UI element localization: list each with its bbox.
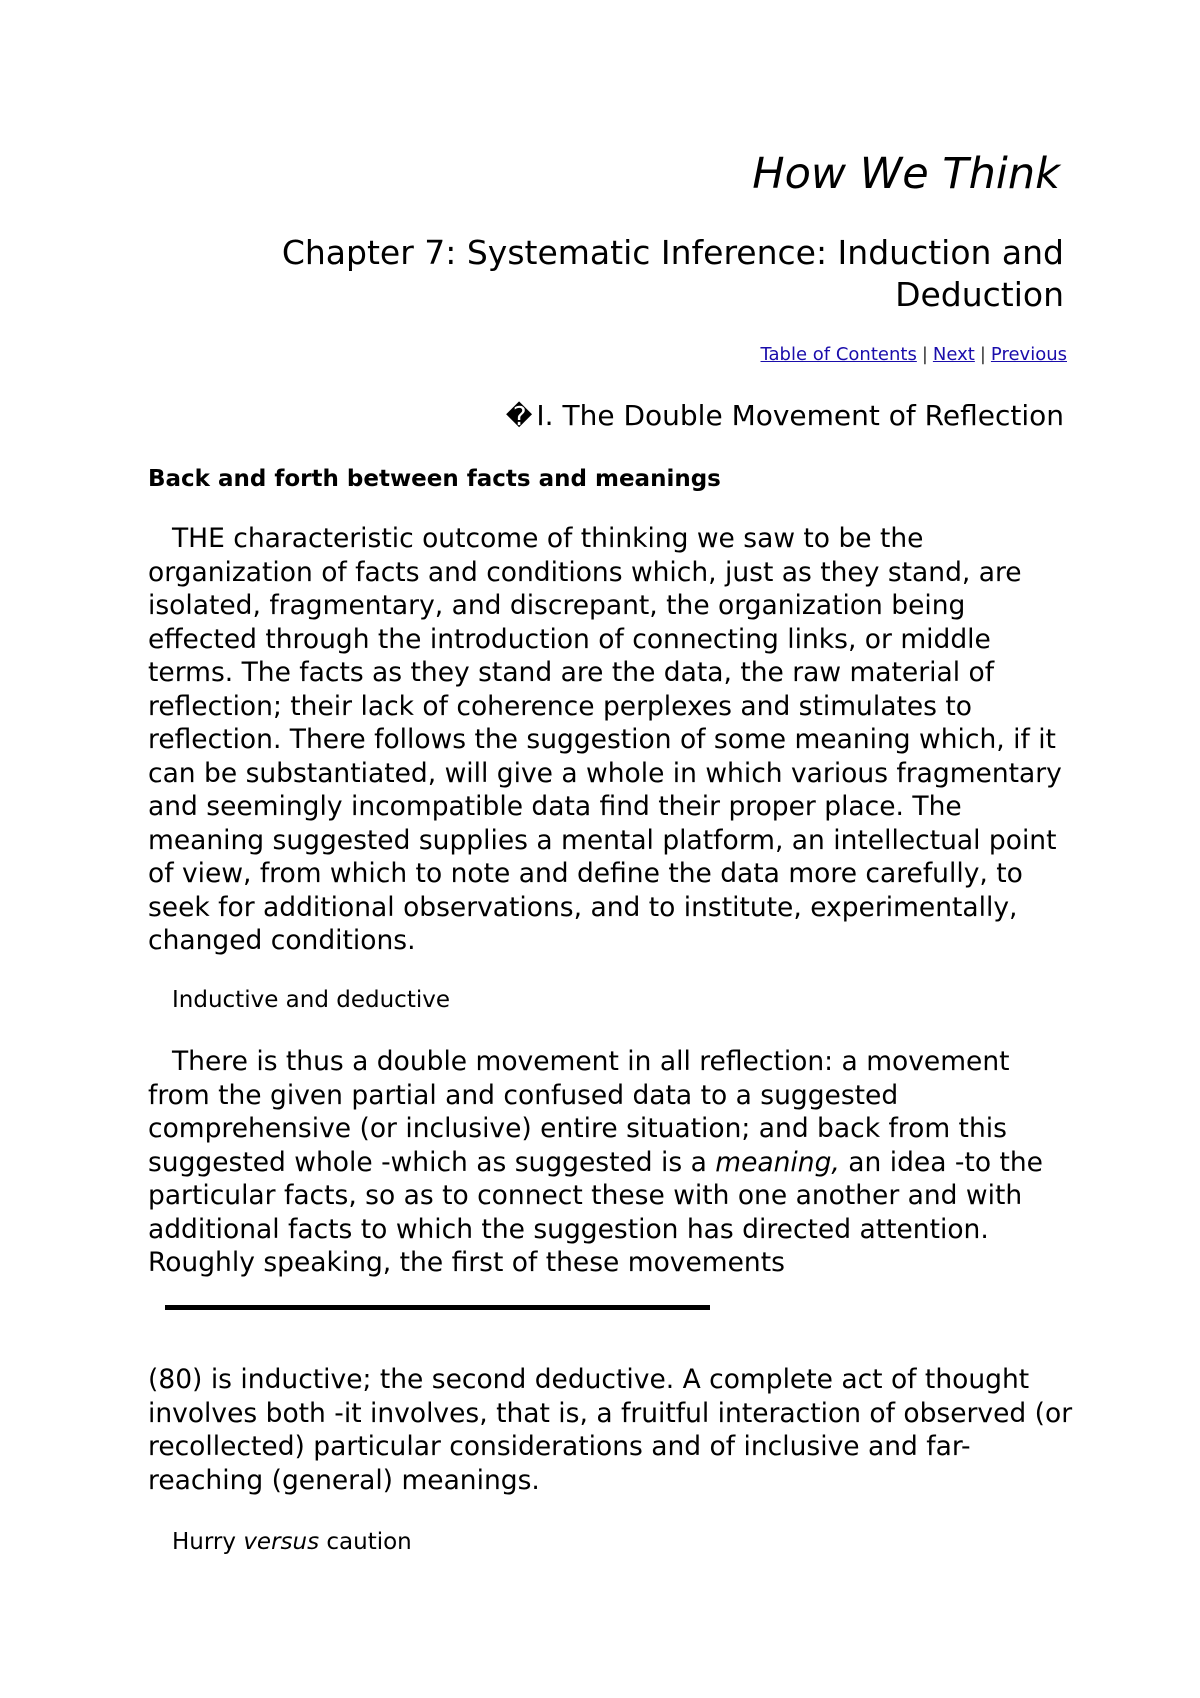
nav-separator: | [921,344,928,365]
table-of-contents-link[interactable]: Table of Contents [760,344,917,365]
paragraph-1 [148,522,1073,958]
next-link[interactable]: Next [932,344,975,365]
subheading: Back and forth between facts and meanings [148,466,721,492]
paragraph-2 [148,1045,1073,1280]
replacement-character-icon: � [505,402,533,432]
paragraph-2-emphasis: meaning, [715,1146,840,1178]
paragraph-1-text: THE characteristic outcome of thinking we saw to be the organization of facts and conditions which, just as they stand, are isolated, fragmentary, and discrepant, the organization being effected through the introduction of connecting links, or middle terms. The facts as they stand are the data, the raw material of reflection; their lack of coherence perplexes and stimulates to reflection. There follows the suggestion of some meaning which, if it can be substantiated, will give a whole in which various fragmentary and seemingly incompatible data find their proper place. The meaning suggested supplies a mental platform, an intellectual point of view, from which to note and define the data more carefully, to seek for additional observations, and to institute, experimentally, changed conditions. [148,523,1062,956]
paragraph-3: (80) is inductive; the second deductive. A complete act of thought involves both -it involves, that is, a fruitful interaction of observed (or recollected) particular considerations and of inclusive and far-reaching (general) meanings. [148,1364,1073,1496]
paragraph-2-text-after: an idea -to the particular facts, so as to connect these with one another and with additional facts to which the suggestion has directed attention. Roughly speaking, the first of these movements [148,1146,1043,1278]
side-note-text-after: caution [319,1529,412,1555]
section-heading-text: I. The Double Movement of Reflection [536,399,1064,432]
side-note-hurry-versus-caution [172,1527,412,1557]
section-heading [506,398,1064,435]
page-break-rule [165,1305,710,1310]
side-note-emphasis: versus [243,1529,320,1555]
paragraph-2-text-before: There is thus a double movement in all reflection: a movement from the given partial and confused data to a suggested comprehensive (or inclusive) entire situation; and back from this suggested whole -which as suggested is a [148,1046,1010,1178]
previous-link[interactable]: Previous [990,344,1067,365]
chapter-navigation [761,342,1067,368]
book-title: How We Think [752,149,1060,199]
side-note-inductive-deductive: Inductive and deductive [172,987,450,1013]
nav-separator: | [979,344,986,365]
side-note-text-before: Hurry [172,1529,244,1555]
chapter-title: Chapter 7: Systematic Inference: Induction and Deduction [281,233,1064,314]
